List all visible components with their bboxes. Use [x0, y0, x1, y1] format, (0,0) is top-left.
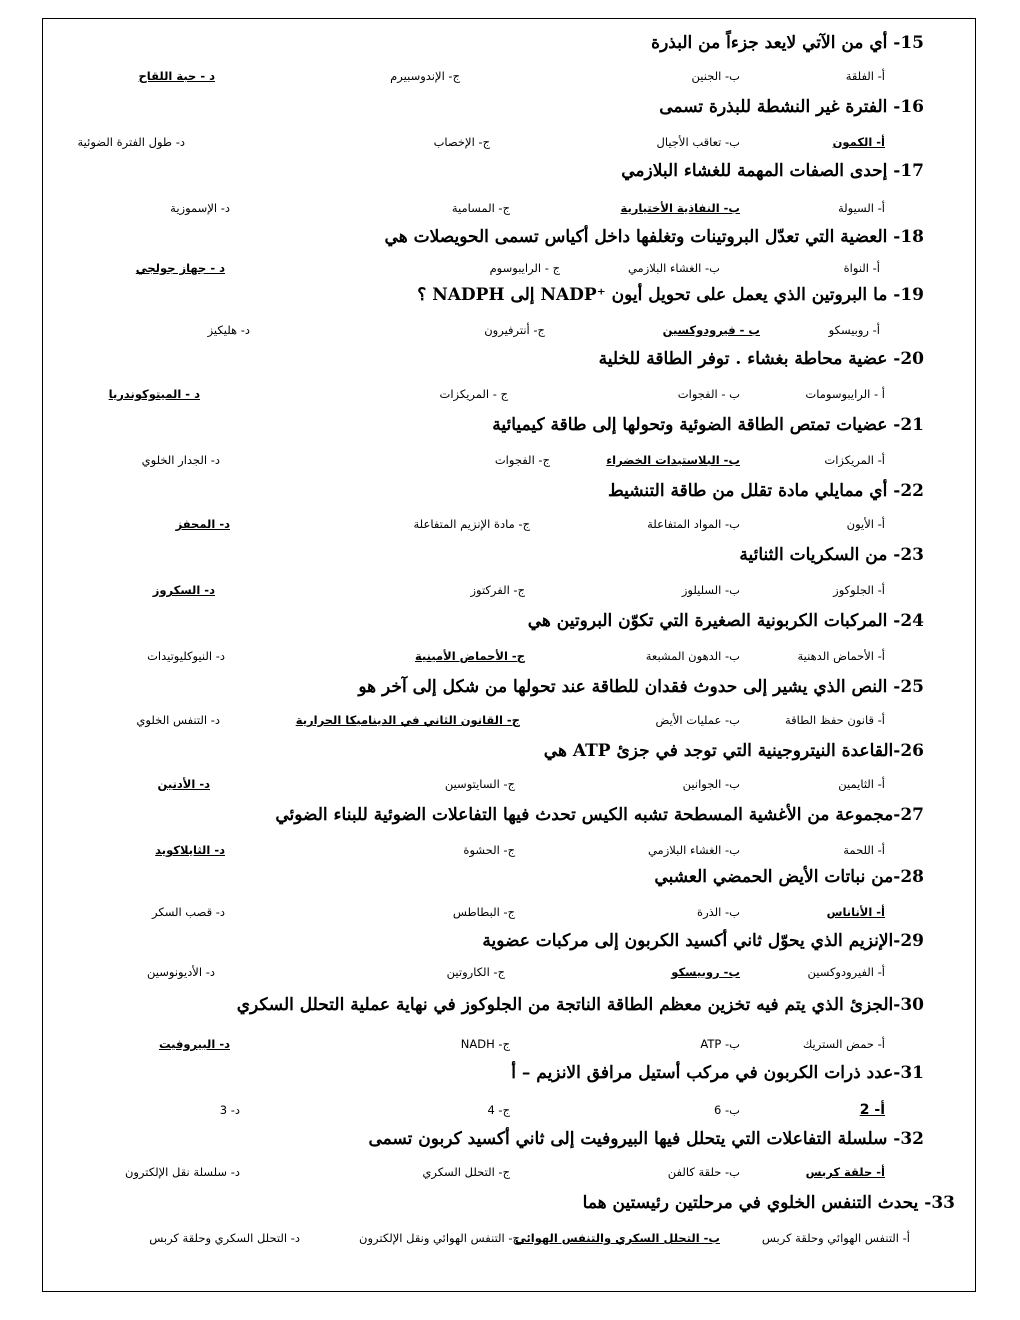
option-b: ب- حلقة كالفن	[667, 1165, 740, 1179]
question-text: 18- العضية التي تعدّل البروتينات وتغلفها داخل أكياس تسمى الحويصلات هي	[384, 227, 924, 247]
options-row	[0, 580, 1020, 600]
option-c: ج- أنترفيرون	[484, 323, 545, 337]
options-row	[0, 710, 1020, 730]
option-b: ب- 6	[714, 1103, 740, 1117]
options-row	[0, 774, 1020, 794]
option-c: ج- التحلل السكري	[422, 1165, 510, 1179]
option-d: د- الإسموزية	[170, 201, 230, 215]
option-d: د- التحلل السكري وحلقة كربس	[149, 1231, 300, 1245]
option-c: ج- الكاروتين	[446, 965, 505, 979]
option-b: ب- عمليات الأيض	[655, 713, 740, 727]
option-d: د- الجدار الخلوي	[141, 453, 220, 467]
option-b: ب- الدهون المشبعة	[645, 649, 740, 663]
option-c: ج - الرايبوسوم	[489, 261, 560, 275]
question-text: 17- إحدى الصفات المهمة للغشاء البلازمي	[621, 161, 924, 181]
option-a: أ- حمض الستريك	[802, 1037, 885, 1051]
options-row	[0, 66, 1020, 86]
option-d: د - الميتوكوندريا	[108, 387, 200, 401]
question-text: 15- أي من الآتي لايعد جزءاً من البذرة	[651, 33, 924, 53]
option-a: أ - الرايبوسومات	[805, 387, 885, 401]
option-a: أ- حلقة كربس	[805, 1165, 885, 1179]
option-b: ب - فيرودوكسين	[662, 323, 760, 337]
options-row	[0, 450, 1020, 470]
question-text: 16- الفترة غير النشطة للبذرة تسمى	[659, 97, 924, 117]
question-text: 32- سلسلة التفاعلات التي يتحلل فيها البيروفيت إلى ثاني أكسيد كربون تسمى	[368, 1129, 924, 1149]
question-text: 25- النص الذي يشير إلى حدوث فقدان للطاقة عند تحولها من شكل إلى آخر هو	[358, 677, 924, 697]
option-b: ب- الغشاء البلازمي	[647, 843, 740, 857]
option-d: د- 3	[219, 1103, 240, 1117]
options-row	[0, 902, 1020, 922]
option-a: أ- روبيسكو	[828, 323, 880, 337]
option-b: ب- البلاستيدات الخضراء	[606, 453, 740, 467]
option-b: ب- المواد المتفاعلة	[647, 517, 740, 531]
option-d: د- قصب السكر	[152, 905, 225, 919]
option-c: ج- القانون الثاني في الديناميكا الحرارية	[295, 713, 520, 727]
option-c: ج- 4	[487, 1103, 510, 1117]
question-text: 19- ما البروتين الذي يعمل على تحويل أيون ⁺NADP إلى NADPH ؟	[417, 285, 924, 305]
options-row	[0, 1162, 1020, 1182]
options-row	[0, 646, 1020, 666]
option-d: د- التنفس الخلوي	[136, 713, 220, 727]
question-text: 27-مجموعة من الأغشية المسطحة تشبه الكيس تحدث فيها التفاعلات الضوئية للبناء الضوئي	[275, 805, 924, 825]
option-d: د- هليكيز	[207, 323, 250, 337]
option-b: ب- الجنين	[691, 69, 740, 83]
option-d: د- الثايلاكويد	[155, 843, 225, 857]
options-row	[0, 132, 1020, 152]
option-a: أ- الفلقة	[845, 69, 885, 83]
option-a: أ- الأيون	[846, 517, 885, 531]
option-b: ب- الغشاء البلازمي	[627, 261, 720, 275]
question-text: 21- عضيات تمتص الطاقة الضوئية وتحولها إلى طاقة كيميائية	[492, 415, 924, 435]
option-c: ج- التنفس الهوائي ونقل الإلكترون	[359, 1231, 520, 1245]
option-d: د - جهاز جولجي	[135, 261, 225, 275]
option-b: ب- تعاقب الأجيال	[656, 135, 740, 149]
option-d: د - حبة اللقاح	[138, 69, 215, 83]
option-c: ج- السايتوسين	[444, 777, 515, 791]
option-c: ج- الفجوات	[494, 453, 550, 467]
question-text: 33- يحدث التنفس الخلوي في مرحلتين رئيستين هما	[582, 1193, 955, 1213]
option-d: د- النيوكليوتيدات	[147, 649, 225, 663]
question-text: 28-من نباتات الأيض الحمضي العشبي	[654, 867, 924, 887]
option-a: أ- التنفس الهوائي وحلقة كربس	[761, 1231, 910, 1245]
option-c: ج- الإخصاب	[433, 135, 490, 149]
options-row	[0, 320, 1020, 340]
options-row	[0, 258, 1020, 278]
option-d: د- البيروفيت	[158, 1037, 230, 1051]
options-row	[0, 1034, 1020, 1054]
question-text: 31-عدد ذرات الكربون في مركب أستيل مرافق الانزيم – أ	[511, 1063, 924, 1083]
options-row	[0, 384, 1020, 404]
option-b: ب- ATP	[700, 1037, 740, 1051]
option-d: د- طول الفترة الضوئية	[77, 135, 185, 149]
question-text: 22- أي ممايلي مادة تقلل من طاقة التنشيط	[607, 481, 924, 501]
option-a: أ- قانون حفظ الطاقة	[784, 713, 885, 727]
option-b: ب- التحلل السكري والتنفس الهوائي	[514, 1231, 720, 1245]
option-b: ب- الجوانين	[682, 777, 740, 791]
option-c: ج- الأحماض الأمينية	[414, 649, 525, 663]
option-d: د- الأديونوسين	[147, 965, 215, 979]
option-c: ج- NADH	[460, 1037, 510, 1051]
option-a: أ- السيولة	[837, 201, 885, 215]
option-b: ب - الفجوات	[677, 387, 740, 401]
option-a: أ- الأحماض الدهنية	[797, 649, 885, 663]
option-a: أ- الفيرودوكسين	[807, 965, 885, 979]
option-d: د- السكروز	[152, 583, 215, 597]
option-a: أ- 2	[859, 1102, 885, 1118]
option-a: أ- الأناناس	[826, 905, 885, 919]
question-text: 20- عضية محاطة بغشاء . توفر الطاقة للخلية	[598, 349, 924, 369]
option-a: أ- النواة	[843, 261, 880, 275]
option-a: أ- المريكزات	[824, 453, 885, 467]
option-d: د- المحفز	[175, 517, 230, 531]
option-b: ب- روبيسكو	[671, 965, 740, 979]
options-row	[0, 962, 1020, 982]
option-c: ج - المريكزات	[439, 387, 508, 401]
option-b: ب- الذرة	[697, 905, 740, 919]
option-d: د- سلسلة نقل الإلكترون	[124, 1165, 240, 1179]
options-row	[0, 840, 1020, 860]
option-b: ب- النفاذية الأختيارية	[620, 201, 740, 215]
question-text: 30-الجزئ الذي يتم فيه تخزين معظم الطاقة الناتجة من الجلوكوز في نهاية عملية التحلل السكري	[236, 995, 924, 1015]
option-d: د- الأدنين	[157, 777, 210, 791]
options-row	[0, 1100, 1020, 1120]
option-b: ب- السليلوز	[681, 583, 740, 597]
question-text: 26-القاعدة النيتروجينية التي توجد في جزئ ATP هي	[543, 741, 924, 761]
options-row	[0, 198, 1020, 218]
option-c: ج- الفركتوز	[470, 583, 525, 597]
question-text: 24- المركبات الكربونية الصغيرة التي تكوّن البروتين هي	[527, 611, 924, 631]
option-c: ج- الإندوسبيرم	[390, 69, 460, 83]
option-a: أ- الجلوكوز	[833, 583, 885, 597]
question-text: 29-الإنزيم الذي يحوّل ثاني أكسيد الكربون إلى مركبات عضوية	[482, 931, 924, 951]
option-c: ج- البطاطس	[452, 905, 515, 919]
option-a: أ- اللحمة	[843, 843, 885, 857]
option-c: ج- مادة الإنزيم المتفاعلة	[413, 517, 530, 531]
option-c: ج- المسامية	[451, 201, 510, 215]
option-c: ج- الحشوة	[463, 843, 515, 857]
option-a: أ- الثايمين	[838, 777, 885, 791]
options-row	[0, 1228, 1020, 1248]
option-a: أ- الكمون	[832, 135, 885, 149]
question-text: 23- من السكريات الثنائية	[739, 545, 924, 565]
options-row	[0, 514, 1020, 534]
